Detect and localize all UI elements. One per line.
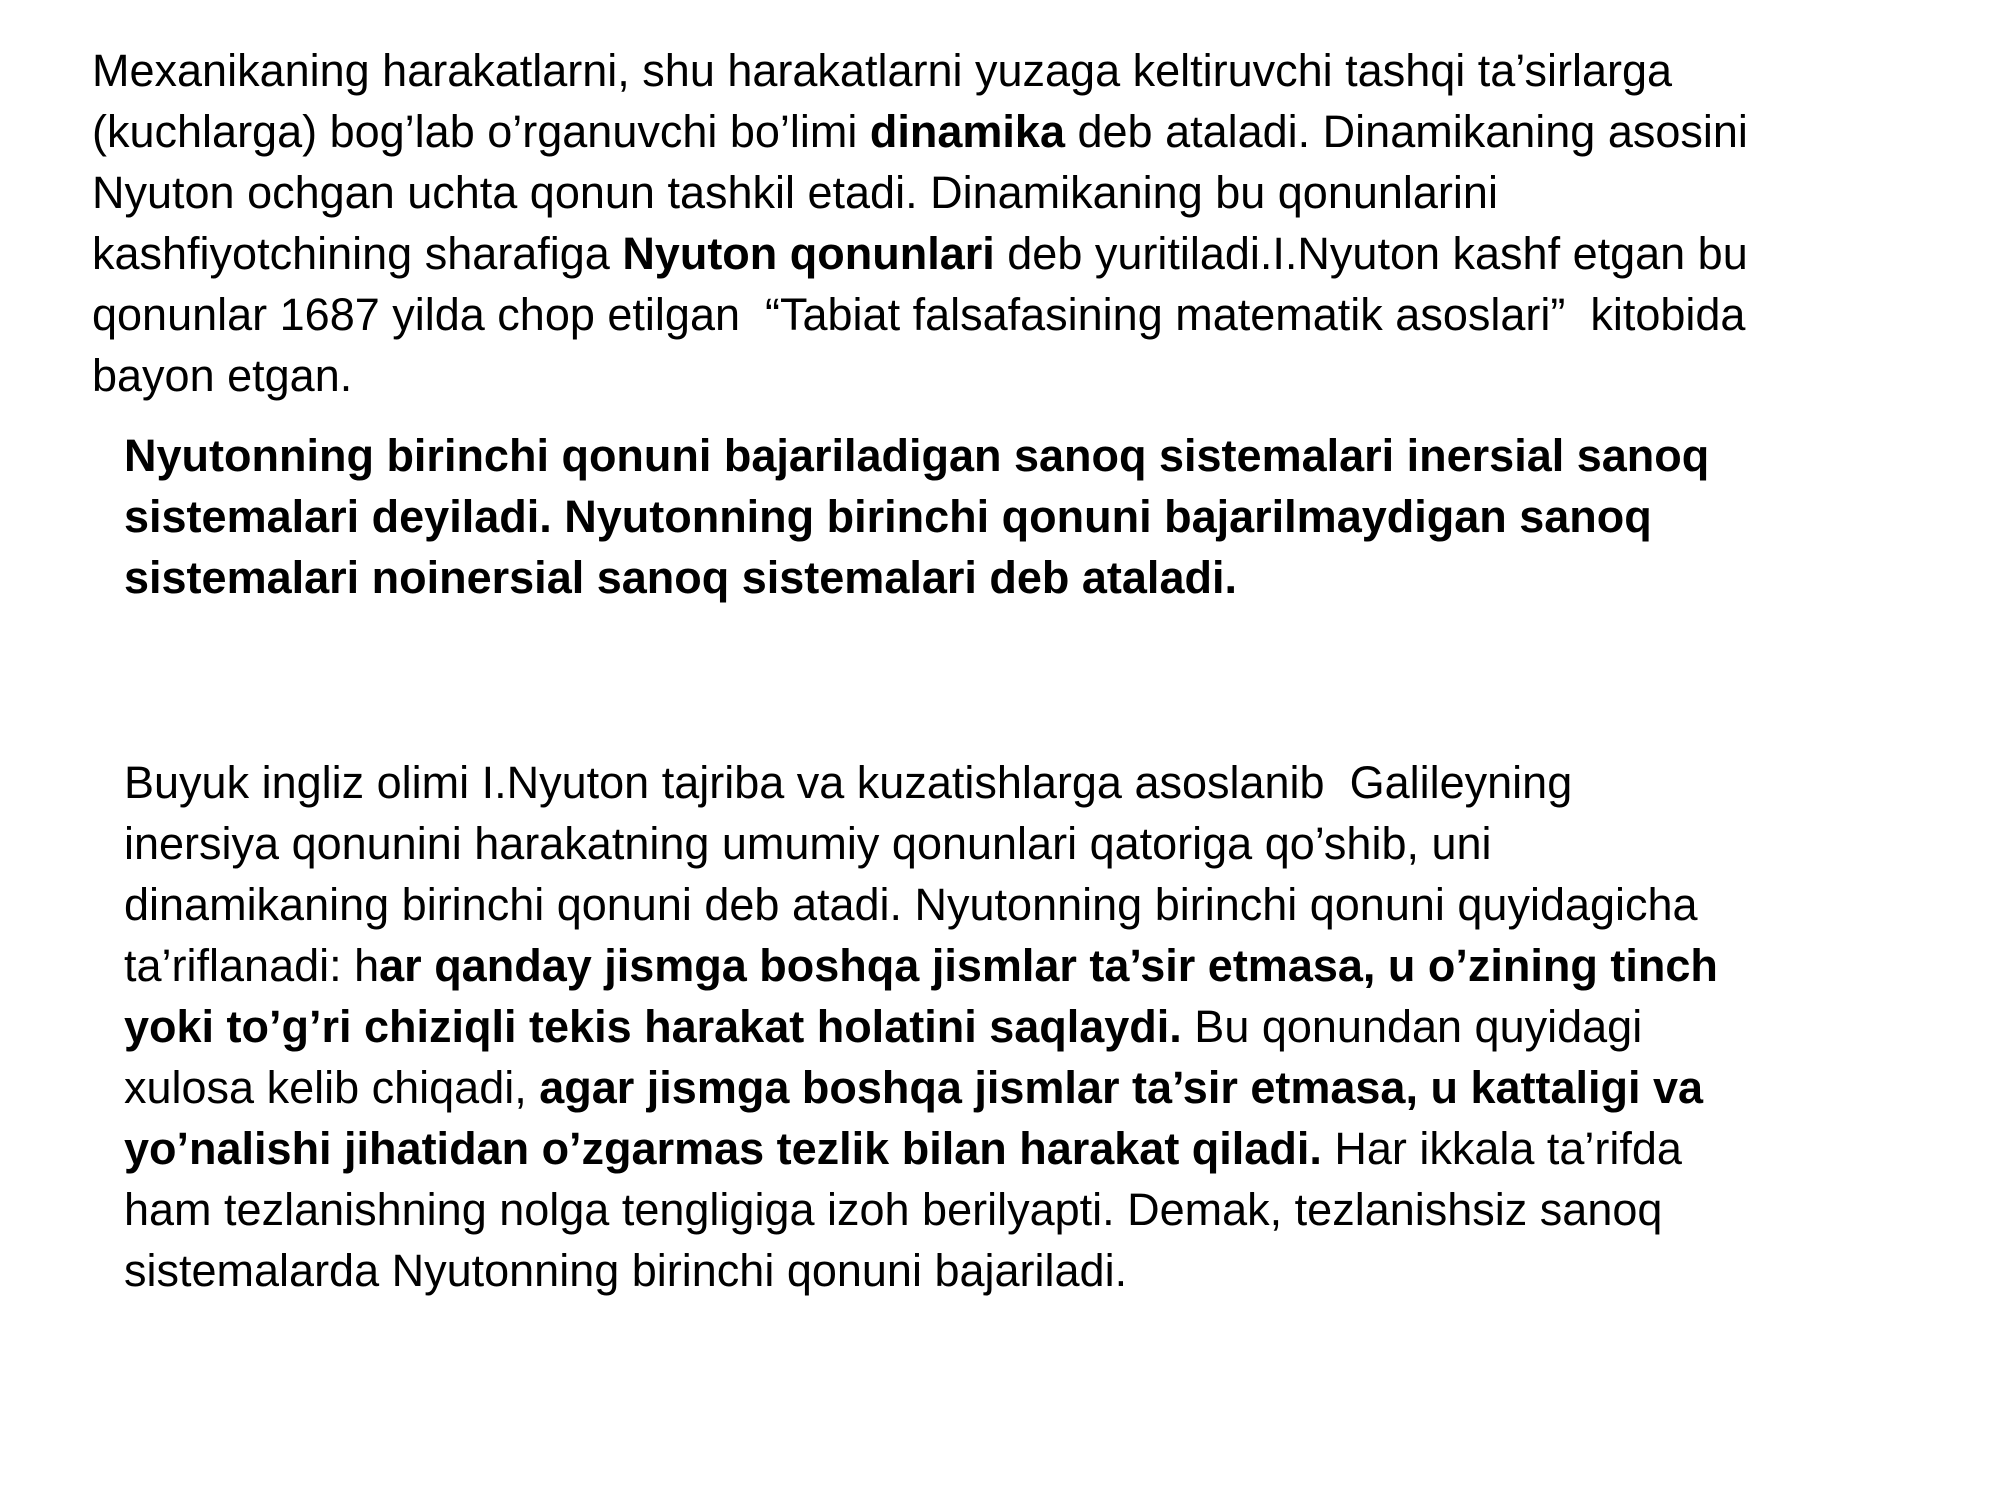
text-run: deb ataladi. Dinamikaning asosini (1064, 106, 1748, 157)
first-law-paragraph (124, 752, 1964, 1301)
text-line: qonunlar 1687 yilda chop etilgan “Tabiat falsafasining matematik asoslari” kitobida (92, 289, 1746, 340)
text-line: Buyuk ingliz olimi I.Nyuton tajriba va kuzatishlarga asoslanib Galileyning (124, 757, 1573, 808)
text-line: sistemalarda Nyutonning birinchi qonuni bajariladi. (124, 1245, 1128, 1296)
text-line (124, 1118, 1964, 1179)
text-line: sistemalari deyiladi. Nyutonning birinchi qonuni bajarilmaydigan sanoq (124, 491, 1652, 542)
text-line (92, 223, 1972, 284)
text-line: ham tezlanishning nolga tengligiga izoh berilyapti. Demak, tezlanishsiz sanoq (124, 1184, 1663, 1235)
text-line: bayon etgan. (92, 350, 353, 401)
dynamics-definition-paragraph (92, 40, 1972, 406)
inertial-frames-paragraph (124, 425, 1964, 608)
text-line: dinamikaning birinchi qonuni deb atadi. Nyutonning birinchi qonuni quyidagicha (124, 879, 1698, 930)
text-run: kashfiyotchining sharafiga (92, 228, 623, 279)
text-run: Har ikkala ta’rifda (1321, 1123, 1682, 1174)
text-run: xulosa kelib chiqadi, (124, 1062, 540, 1113)
text-run: Bu qonundan quyidagi (1181, 1001, 1643, 1052)
law-statement: yoki to’g’ri chiziqli tekis harakat holatini saqlaydi. (124, 1001, 1182, 1052)
text-line: Mexanikaning harakatlarni, shu harakatlarni yuzaga keltiruvchi tashqi ta’sirlarga (92, 45, 1673, 96)
text-line (92, 101, 1972, 162)
text-line (124, 935, 1964, 996)
text-line (124, 1057, 1964, 1118)
law-conclusion: agar jismga boshqa jismlar ta’sir etmasa, u kattaligi va (539, 1062, 1704, 1113)
text-run: (kuchlarga) bog’lab o’rganuvchi bo’limi (92, 106, 870, 157)
law-conclusion: yo’nalishi jihatidan o’zgarmas tezlik bilan harakat qiladi. (124, 1123, 1322, 1174)
text-line: Nyuton ochgan uchta qonun tashkil etadi. Dinamikaning bu qonunlarini (92, 167, 1498, 218)
text-line: sistemalari noinersial sanoq sistemalari deb ataladi. (124, 552, 1237, 603)
text-line: inersiya qonunini harakatning umumiy qonunlari qatoriga qo’shib, uni (124, 818, 1492, 869)
text-run: deb yuritiladi.I.Nyuton kashf etgan bu (994, 228, 1748, 279)
term-nyuton-qonunlari: Nyuton qonunlari (622, 228, 995, 279)
text-line: Nyutonning birinchi qonuni bajariladigan sanoq sistemalari inersial sanoq (124, 430, 1710, 481)
term-dinamika: dinamika (869, 106, 1065, 157)
text-line (124, 996, 1964, 1057)
text-run: ta’riflanadi: h (124, 940, 380, 991)
law-statement: ar qanday jismga boshqa jismlar ta’sir etmasa, u o’zining tinch (379, 940, 1718, 991)
